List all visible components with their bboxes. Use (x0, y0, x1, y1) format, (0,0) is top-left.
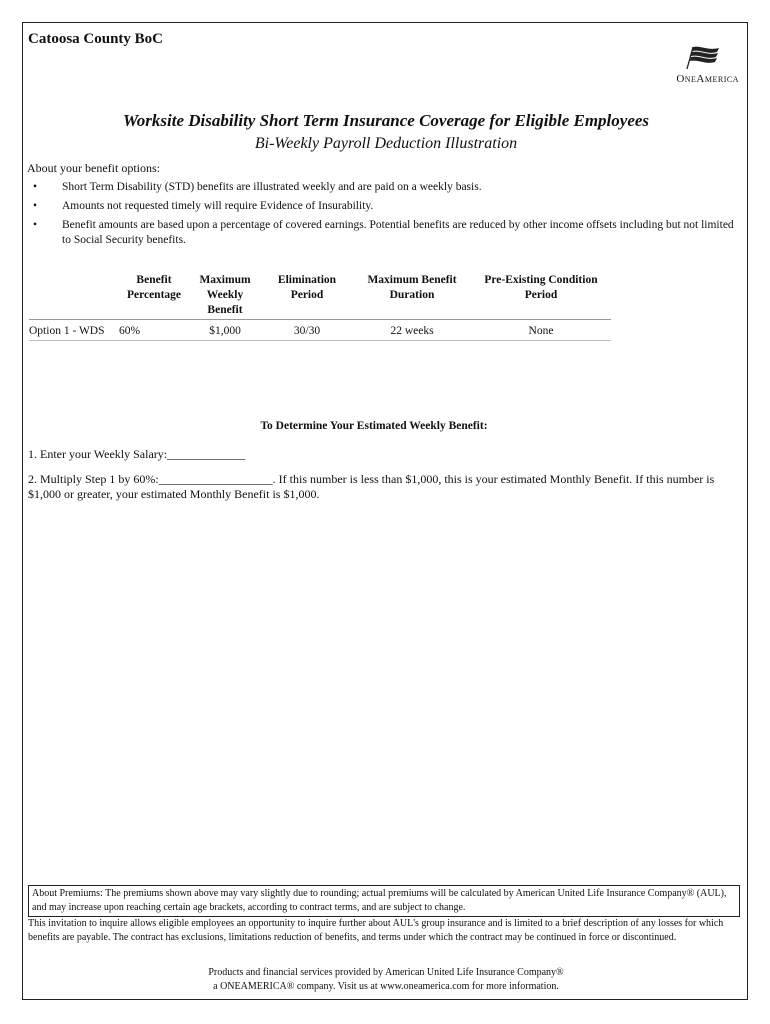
calculator-step-1: 1. Enter your Weekly Salary:_____________ (28, 447, 246, 461)
bullet-icon: • (33, 181, 38, 193)
list-item (31, 218, 741, 248)
footer-line-2: a ONEAMERICA® company. Visit us at www.oneamerica.com for more information. (213, 981, 559, 992)
footer (23, 966, 749, 994)
intro-text: About your benefit options: (27, 161, 160, 175)
benefit-bullets (31, 180, 741, 252)
document-subtitle: Bi-Weekly Payroll Deduction Illustration (254, 135, 518, 152)
cell-benefit-percentage: 60% (119, 320, 189, 341)
cell-pre-existing-period: None (471, 320, 611, 341)
bullet-icon: • (33, 219, 38, 231)
cell-option: Option 1 - WDS (29, 320, 119, 341)
column-header-max-benefit-duration: Maximum Benefit Duration (353, 273, 471, 320)
column-header-option (29, 273, 119, 320)
cell-max-benefit-duration: 22 weeks (353, 320, 471, 341)
cell-elimination-period: 30/30 (261, 320, 353, 341)
document-title: Worksite Disability Short Term Insurance Coverage for Eligible Employees (122, 111, 650, 130)
list-item (31, 199, 741, 214)
premiums-note: About Premiums: The premiums shown above may vary slightly due to rounding; actual premiums will be calculated by American United Life Insurance Company® (AUL), and may increase upon reaching certain age brackets, according to contract terms, and are subject to change. (28, 885, 740, 917)
table-row (29, 320, 611, 341)
bullet-text: Benefit amounts are based upon a percentage of covered earnings. Potential benefits are reduced by other income offsets including but not limited to Social Security benefits. (62, 219, 734, 246)
organization-name: Catoosa County BoC (28, 31, 164, 47)
oneamerica-logo (649, 45, 739, 89)
column-header-max-weekly-benefit: Maximum Weekly Benefit (189, 273, 261, 320)
bullet-icon: • (33, 200, 38, 212)
column-header-elimination-period: Elimination Period (261, 273, 353, 320)
table-header-row (29, 273, 611, 320)
logo-wordmark: OneAmerica (676, 73, 739, 85)
footer-line-1: Products and financial services provided by American United Life Insurance Company® (208, 967, 564, 978)
bullet-text: Short Term Disability (STD) benefits are illustrated weekly and are paid on a weekly basis. (62, 181, 482, 193)
calculator-heading: To Determine Your Estimated Weekly Benefit: (260, 420, 488, 432)
flag-icon (683, 45, 723, 71)
invitation-note: This invitation to inquire allows eligible employees an opportunity to inquire further about AUL's group insurance and is limited to a brief description of any losses for which benefits are payable. The contract has exclusions, limitations reduction of benefits, and terms under which the contract may be continued in force or discontinued. (28, 918, 724, 943)
list-item (31, 180, 741, 195)
column-header-benefit-percentage: Benefit Percentage (119, 273, 189, 320)
benefits-table (29, 273, 611, 341)
calculator-step-2: 2. Multiply Step 1 by 60%:___________________. If this number is less than $1,000, this is your estimated Monthly Benefit. If this number is $1,000 or greater, your estimated Monthly Benefit is $1,000. (28, 472, 715, 501)
bullet-text: Amounts not requested timely will require Evidence of Insurability. (62, 200, 374, 212)
document-page (22, 22, 748, 1000)
cell-max-weekly-benefit: $1,000 (189, 320, 261, 341)
column-header-pre-existing-period: Pre-Existing Condition Period (471, 273, 611, 320)
